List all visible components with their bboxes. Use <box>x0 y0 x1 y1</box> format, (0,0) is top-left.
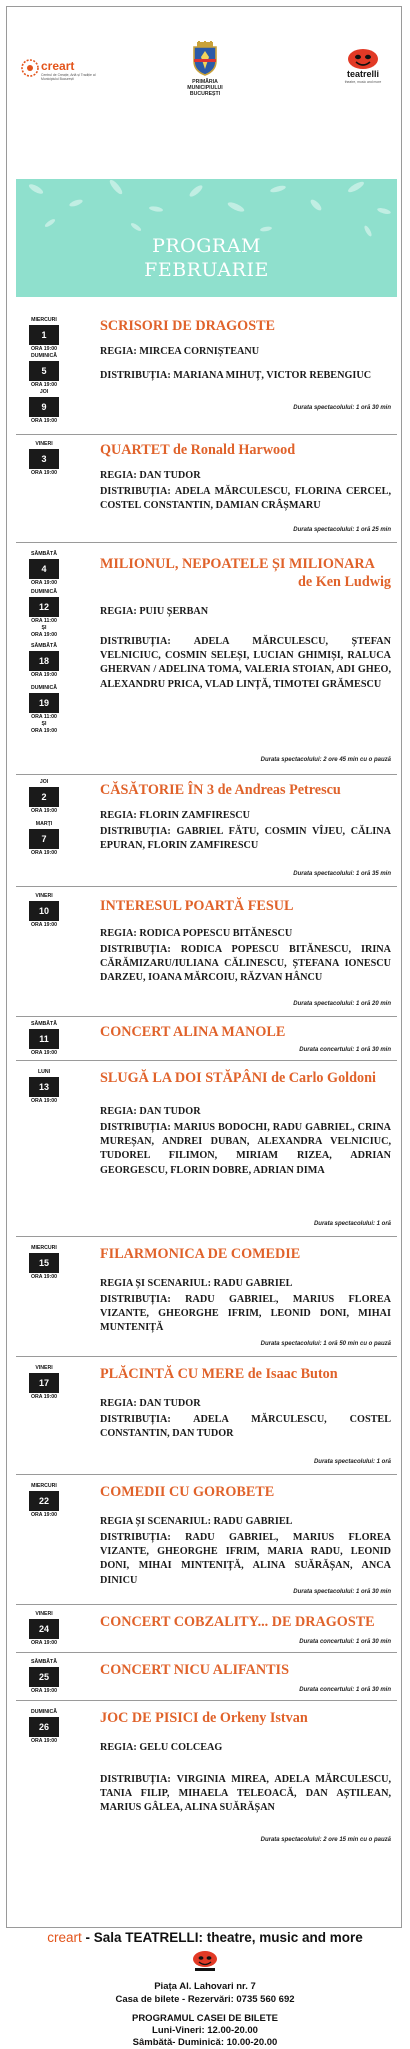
creart-mark-icon <box>19 57 41 79</box>
footer-venue-line <box>0 1930 410 1945</box>
performance-day: MIERCURI <box>31 1483 57 1489</box>
event-title: CONCERT COBZALITY... DE DRAGOSTE <box>100 1614 375 1630</box>
creart-wordmark: creart <box>41 59 75 73</box>
event-duration: Durata spectacolului: 1 oră 30 min <box>293 1589 391 1595</box>
footer-weekdays: Luni-Vineri: 12.00-20.00 <box>152 2025 258 2036</box>
header-logos <box>7 7 401 157</box>
event-item <box>16 543 397 775</box>
performance-hour: ORA 11:00 ȘI ORA 19:00 <box>30 714 58 734</box>
event-title: SCRISORI DE DRAGOSTE <box>100 318 276 334</box>
event-item <box>16 1237 397 1357</box>
performance-date <box>24 821 64 857</box>
performance-day: VINERI <box>35 893 53 899</box>
performance-day: JOI <box>39 779 49 785</box>
event-duration: Durata concertului: 1 oră 30 min <box>299 1687 391 1693</box>
event-director: REGIA: DAN TUDOR <box>100 1398 201 1409</box>
performance-date-box: 2 <box>29 787 59 807</box>
event-cast: DISTRIBUȚIA: MARIUS BODOCHI, RADU GABRIEL, CRINA MUREȘAN, ANDREI DUBAN, ALEXANDRA VELNICIUC, TUDOREL FILIMON, MIRIAM RIZEA, ADRIAN GEORGESCU, FLORIN DOBRE, ADRIAN DIMA <box>100 1122 391 1176</box>
performance-hour: ORA 19:00 <box>30 1394 58 1400</box>
performance-date <box>24 1659 64 1695</box>
event-cast: DISTRIBUȚIA: ADELA MĂRCULESCU, COSTEL CONSTANTIN, DAN TUDOR <box>100 1414 391 1440</box>
bucharest-crest-icon <box>190 41 220 77</box>
event-item <box>16 1653 397 1701</box>
performance-hour: ORA 19:00 <box>30 1050 58 1056</box>
event-director: REGIA: GELU COLCEAG <box>100 1742 223 1753</box>
banner-title-month: FEBRUARIE <box>144 259 269 281</box>
event-duration: Durata spectacolului: 1 oră 35 min <box>293 871 391 877</box>
event-duration: Durata spectacolului: 1 oră 25 min <box>293 527 391 533</box>
performance-date-box: 24 <box>29 1619 59 1639</box>
performance-hour: ORA 19:00 <box>30 1512 58 1518</box>
performance-date-box: 15 <box>29 1253 59 1273</box>
performance-date-box: 25 <box>29 1667 59 1687</box>
performance-day: DUMINICĂ <box>31 1709 57 1715</box>
event-duration: Durata spectacolului: 1 oră 30 min <box>293 405 391 411</box>
performance-day: JOI <box>39 389 49 395</box>
event-item <box>16 307 397 435</box>
performance-date <box>24 779 64 815</box>
performance-hour: ORA 19:00 <box>30 580 58 586</box>
event-item <box>16 1357 397 1475</box>
event-cast: DISTRIBUȚIA: ADELA MĂRCULESCU, ȘTEFAN VELNICIUC, COSMIN SELEȘI, LUCIAN GHIMIȘI, RALUCA GHERVAN / ADELINA TOMA, VALERIA STOIAN, ADI GHEO, ALEXANDRU PRICA, VLAD LINȚĂ, TIMOTEI GRĂMESCU <box>100 636 391 690</box>
event-duration: Durata spectacolului: 1 oră <box>313 1221 391 1227</box>
performance-date-box: 5 <box>29 361 59 381</box>
performance-hour: ORA 19:00 <box>30 1274 58 1280</box>
pmb-name: PRIMĂRIA MUNICIPIULUI BUCUREȘTI <box>187 79 223 97</box>
performance-date <box>24 1245 64 1281</box>
performance-date-box: 7 <box>29 829 59 849</box>
event-title <box>100 555 391 591</box>
event-director: REGIA: FLORIN ZAMFIRESCU <box>100 810 250 821</box>
performance-hour: ORA 19:00 <box>30 1688 58 1694</box>
footer-brand: creart <box>47 1930 82 1945</box>
performance-date <box>24 389 64 425</box>
footer-schedule-title: PROGRAMUL CASEI DE BILETE <box>131 2013 279 2024</box>
performance-date-box: 18 <box>29 651 59 671</box>
performance-date-box: 26 <box>29 1717 59 1737</box>
performance-date <box>24 1069 64 1105</box>
performance-hour: ORA 19:00 <box>30 418 58 424</box>
footer-box-office: Casa de bilete - Rezervări: 0735 560 692 <box>115 1994 295 2005</box>
banner-title-program: PROGRAM <box>152 235 261 257</box>
performance-day: MIERCURI <box>31 1245 57 1251</box>
event-duration: Durata spectacolului: 1 oră 50 min cu o pauză <box>260 1341 391 1347</box>
event-duration: Durata spectacolului: 1 oră <box>313 1459 391 1465</box>
performance-hour: ORA 19:00 <box>30 346 58 352</box>
event-duration: Durata concertului: 1 oră 30 min <box>299 1639 391 1645</box>
performance-day: VINERI <box>35 441 53 447</box>
event-title: INTERESUL POARTĂ FESUL <box>100 898 294 914</box>
program-page <box>6 6 402 1928</box>
performance-day: DUMINICĂ <box>31 353 57 359</box>
footer-address: Piața Al. Lahovari nr. 7 <box>154 1981 256 1992</box>
event-item <box>16 775 397 887</box>
teatrelli-tagline: theatre, music and more <box>344 80 382 84</box>
performance-date-box: 4 <box>29 559 59 579</box>
event-item <box>16 1017 397 1061</box>
performance-date <box>24 893 64 929</box>
performance-date-box: 9 <box>29 397 59 417</box>
performance-hour: ORA 19:00 <box>30 808 58 814</box>
event-duration: Durata spectacolului: 2 ore 15 min cu o pauză <box>260 1837 391 1843</box>
performance-date-box: 1 <box>29 325 59 345</box>
performance-date <box>24 1021 64 1057</box>
performance-date-box: 12 <box>29 597 59 617</box>
program-banner <box>16 179 397 297</box>
performance-hour: ORA 19:00 <box>30 382 58 388</box>
event-director: REGIA: PUIU ȘERBAN <box>100 606 209 617</box>
performance-date <box>24 589 64 639</box>
performance-date <box>24 353 64 389</box>
event-director: REGIA ȘI SCENARIUL: RADU GABRIEL <box>100 1516 293 1527</box>
event-cast: DISTRIBUȚIA: RODICA POPESCU BITĂNESCU, IRINA CĂRĂMIZARU/IULIANA CĂLINESCU, ȘTEFANA IONESCU DARZEU, IOANA MĂRCOIU, RĂZVAN HÂNCU <box>100 944 391 984</box>
performance-day: VINERI <box>35 1611 53 1617</box>
event-cast: DISTRIBUȚIA: ADELA MĂRCULESCU, FLORINA CERCEL, COSTEL CONSTANTIN, DAMIAN CRÂȘMARU <box>100 486 391 512</box>
performance-day: LUNI <box>37 1069 51 1075</box>
performance-date-box: 17 <box>29 1373 59 1393</box>
footer-weekend: Sâmbătă- Duminică: 10.00-20.00 <box>132 2037 278 2048</box>
event-title: CONCERT ALINA MANOLE <box>100 1024 286 1040</box>
event-director: REGIA: MIRCEA CORNIȘTEANU <box>100 346 260 357</box>
event-title: FILARMONICA DE COMEDIE <box>100 1246 301 1262</box>
event-cast: DISTRIBUȚIA: RADU GABRIEL, MARIUS FLOREA VIZANTE, GHEORGHE IFRIM, MARIA RADU, LEONID DONI, MIHAI MINTENIȚĂ, ALINA SUĂRĂȘAN, ANCA DINICU <box>100 1532 391 1586</box>
event-cast: DISTRIBUȚIA: GABRIEL FĂTU, COSMIN VÎJEU, CĂLINA EPURAN, FLORIN ZAMFIRESCU <box>100 826 391 852</box>
event-title-line2: de Ken Ludwig <box>297 574 391 590</box>
performance-day: SÂMBĂTĂ <box>31 551 57 557</box>
event-duration: Durata spectacolului: 1 oră 20 min <box>293 1001 391 1007</box>
event-cast: DISTRIBUȚIA: VIRGINIA MIREA, ADELA MĂRCULESCU, TANIA FILIP, MIHAELA TELEOACĂ, DAN AȘTILEAN, MARIUS GÂLEA, ALINA SUĂRĂȘAN <box>100 1774 391 1814</box>
performance-hour: ORA 19:00 <box>30 850 58 856</box>
performance-date <box>24 1709 64 1745</box>
event-title: PLĂCINTĂ CU MERE de Isaac Buton <box>100 1366 338 1382</box>
performance-day: MIERCURI <box>31 317 57 323</box>
teatrelli-mask-icon <box>191 1950 219 1972</box>
performance-hour: ORA 19:00 <box>30 470 58 476</box>
event-director: REGIA: RODICA POPESCU BITĂNESCU <box>100 928 293 939</box>
performance-hour: ORA 19:00 <box>30 1098 58 1104</box>
performance-day: SÂMBĂTĂ <box>31 1659 57 1665</box>
creart-logo <box>19 51 107 91</box>
event-duration: Durata concertului: 1 oră 30 min <box>299 1047 391 1053</box>
event-title-line1: MILIONUL, NEPOATELE ȘI MILIONARA <box>100 556 375 572</box>
event-item <box>16 435 397 543</box>
event-title: COMEDII CU GOROBETE <box>100 1484 275 1500</box>
event-title: QUARTET de Ronald Harwood <box>100 442 296 458</box>
event-director: REGIA: DAN TUDOR <box>100 1106 201 1117</box>
event-title: SLUGĂ LA DOI STĂPÂNI de Carlo Goldoni <box>100 1070 376 1086</box>
performance-hour: ORA 19:00 <box>30 922 58 928</box>
event-item <box>16 1475 397 1605</box>
event-item <box>16 1701 397 1851</box>
footer-tagline: - Sala TEATRELLI: theatre, music and more <box>81 1930 363 1945</box>
performance-date-box: 22 <box>29 1491 59 1511</box>
performance-date <box>24 685 64 735</box>
performance-hour: ORA 11:00 ȘI ORA 19:00 <box>30 618 58 638</box>
teatrelli-wordmark: teatrelli <box>346 69 379 79</box>
performance-date-box: 13 <box>29 1077 59 1097</box>
event-title: CĂSĂTORIE ÎN 3 de Andreas Petrescu <box>100 782 341 798</box>
venue-footer <box>0 1930 410 2048</box>
teatrelli-logo <box>331 47 395 97</box>
performance-date <box>24 1611 64 1647</box>
performance-date-box: 10 <box>29 901 59 921</box>
event-item <box>16 1061 397 1237</box>
event-cast: DISTRIBUȚIA: RADU GABRIEL, MARIUS FLOREA VIZANTE, GHEORGHE IFRIM, LEONID DONI, MIHAI MUNTENIȚĂ <box>100 1294 391 1334</box>
performance-day: SÂMBĂTĂ <box>31 643 57 649</box>
performance-date-box: 11 <box>29 1029 59 1049</box>
performance-date <box>24 441 64 477</box>
performance-date <box>24 643 64 679</box>
event-title: CONCERT NICU ALIFANTIS <box>100 1662 289 1678</box>
creart-tagline: Centrul de Creație, Artă și Tradiție al Municipiului București <box>41 73 96 82</box>
performance-date <box>24 317 64 353</box>
performance-date <box>24 1483 64 1519</box>
performance-hour: ORA 19:00 <box>30 672 58 678</box>
performance-day: DUMINICĂ <box>31 589 57 595</box>
pmb-logo <box>169 41 241 121</box>
performance-day: SÂMBĂTĂ <box>31 1021 57 1027</box>
event-cast: DISTRIBUȚIA: MARIANA MIHUȚ, VICTOR REBENGIUC <box>100 370 372 381</box>
performance-hour: ORA 19:00 <box>30 1640 58 1646</box>
event-director: REGIA ȘI SCENARIUL: RADU GABRIEL <box>100 1278 293 1289</box>
performance-day: MARȚI <box>35 821 53 827</box>
event-item <box>16 1605 397 1653</box>
performance-day: VINERI <box>35 1365 53 1371</box>
performance-day: DUMINICĂ <box>31 685 57 691</box>
event-title: JOC DE PISICI de Orkeny Istvan <box>100 1710 308 1726</box>
performance-date <box>24 1365 64 1401</box>
event-director: REGIA: DAN TUDOR <box>100 470 201 481</box>
performance-hour: ORA 19:00 <box>30 1738 58 1744</box>
event-duration: Durata spectacolului: 2 ore 45 min cu o pauză <box>260 757 391 763</box>
performance-date-box: 19 <box>29 693 59 713</box>
performance-date-box: 3 <box>29 449 59 469</box>
event-item <box>16 887 397 1017</box>
performance-date <box>24 551 64 587</box>
